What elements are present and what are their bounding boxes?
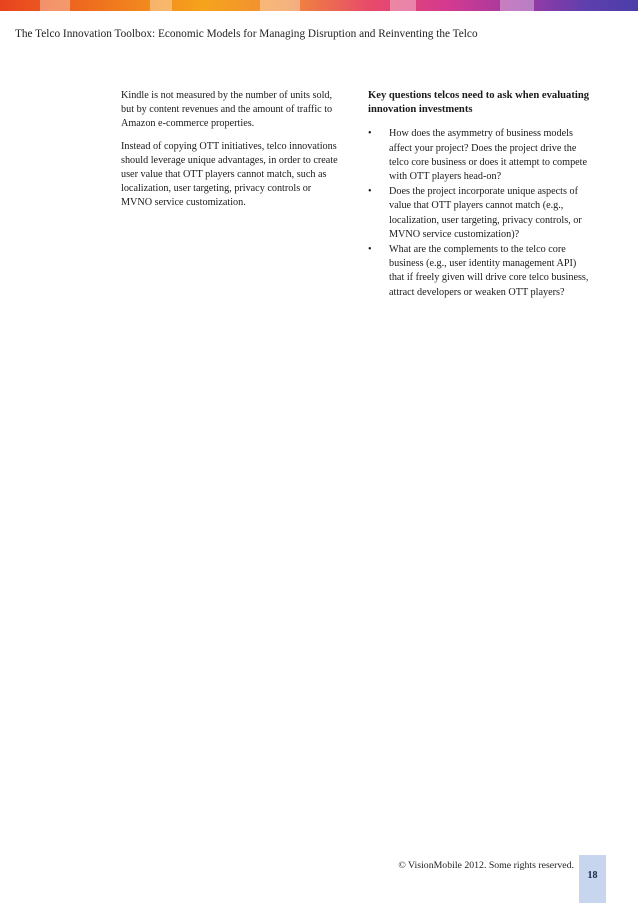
list-item-text: What are the complements to the telco core business (e.g., user identity management API) that if freely given will drive core telco business, attract developers or weaken OTT players? (389, 244, 589, 298)
body-paragraph: Kindle is not measured by the number of units sold, but by content revenues and the amount of traffic to Amazon e-commerce properties. (121, 90, 333, 130)
list-item (368, 243, 592, 300)
footer-copyright: © VisionMobile 2012. Some rights reserved. (398, 860, 574, 871)
list-item-text: Does the project incorporate unique aspects of value that OTT players cannot match (e.g., localization, user targeting, privacy controls, or MVNO service customization)? (389, 186, 582, 240)
key-questions-list (368, 127, 592, 299)
top-color-stripe (0, 0, 638, 11)
document-header-title: The Telco Innovation Toolbox: Economic Models for Managing Disruption and Reinventing the Telco (15, 28, 478, 40)
bullet-icon: • (368, 186, 372, 198)
list-item (368, 185, 592, 242)
stripe-segment (150, 0, 172, 11)
key-questions-box (368, 89, 592, 301)
page-number: 18 (587, 870, 598, 881)
stripe-segment (260, 0, 300, 11)
stripe-segment (500, 0, 534, 11)
stripe-segment (390, 0, 416, 11)
stripe-segment (40, 0, 70, 11)
left-column (121, 89, 339, 219)
key-questions-title: Key questions telcos need to ask when evaluating innovation investments (368, 90, 590, 116)
list-item-text: How does the asymmetry of business models affect your project? Does the project drive the telco core business or does it attempt to compete with OTT players head-on? (389, 128, 588, 183)
bullet-icon: • (368, 128, 372, 140)
bullet-icon: • (368, 244, 372, 256)
list-item (368, 127, 592, 184)
body-paragraph: Instead of copying OTT initiatives, telco innovations should leverage unique advantages, in order to create user value that OTT players cannot match, such as localization, user targeting, privacy controls or MVNO service customization. (121, 140, 338, 209)
